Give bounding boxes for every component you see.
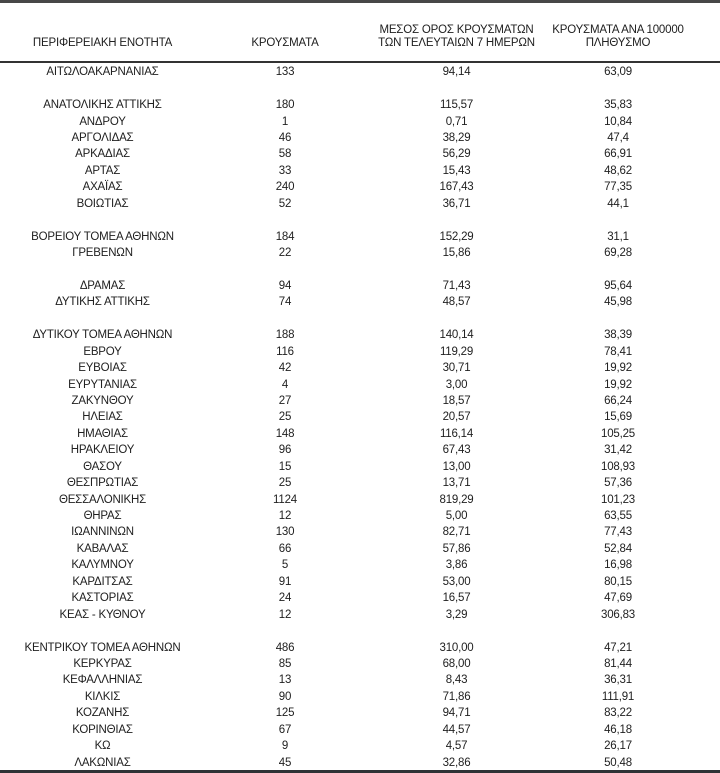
cases-cell: 148 <box>275 427 295 440</box>
cases-per-100k-cell: 45,98 <box>604 296 632 309</box>
avg-7-days-cell: 44,57 <box>442 723 471 736</box>
region-cell: ΕΥΡΥΤΑΝΙΑΣ <box>68 378 137 391</box>
region-cell: ΚΕΡΚΥΡΑΣ <box>73 657 132 670</box>
table-row <box>0 557 720 573</box>
cases-per-100k-cell: 101,23 <box>601 493 635 506</box>
cases-cell: 22 <box>278 247 292 260</box>
region-cell: ΙΩΑΝΝΙΝΩΝ <box>71 526 134 539</box>
table-row <box>0 689 720 705</box>
table-row <box>0 179 720 195</box>
region-cell: ΚΕΑΣ - ΚΥΘΝΟΥ <box>59 608 146 621</box>
table-row <box>0 606 720 622</box>
avg-7-days-cell: 8,43 <box>445 674 468 687</box>
avg-7-days-cell: 53,00 <box>442 575 471 588</box>
region-cell: ΘΑΣΟΥ <box>83 460 122 473</box>
header-avg-7-days-line1: ΜΕΣΟΣ ΟΡΟΣ ΚΡΟΥΣΜΑΤΩΝ <box>379 24 534 36</box>
cases-cell: 42 <box>278 362 292 375</box>
cases-per-100k-cell: 66,24 <box>604 394 632 407</box>
cases-cell: 130 <box>275 526 295 539</box>
cases-per-100k-cell: 16,98 <box>604 559 632 572</box>
cases-per-100k-cell: 81,44 <box>604 657 632 670</box>
table-row <box>0 475 720 491</box>
cases-per-100k-cell: 26,17 <box>604 740 632 753</box>
avg-7-days-cell: 20,57 <box>442 411 471 424</box>
region-cell: ΓΡΕΒΕΝΩΝ <box>72 247 133 260</box>
cases-per-100k-cell: 19,92 <box>604 362 632 375</box>
cases-cell: 25 <box>278 477 292 490</box>
avg-7-days-cell: 140,14 <box>439 329 474 342</box>
table-row <box>0 426 720 442</box>
cases-cell: 13 <box>278 674 292 687</box>
cases-cell: 12 <box>278 510 292 523</box>
avg-7-days-cell: 15,86 <box>442 247 471 260</box>
region-cell: ΚΑΛΥΜΝΟΥ <box>71 559 134 572</box>
avg-7-days-cell: 30,71 <box>442 362 471 375</box>
cases-per-100k-cell: 83,22 <box>604 707 632 720</box>
cases-cell: 66 <box>278 542 292 555</box>
table-row <box>0 508 720 524</box>
region-cell: ΘΕΣΠΡΩΤΙΑΣ <box>66 477 139 490</box>
table-row <box>0 672 720 688</box>
table-row <box>0 442 720 458</box>
region-cell: ΚΑΒΑΛΑΣ <box>76 542 129 555</box>
cases-per-100k-cell: 52,84 <box>604 542 632 555</box>
avg-7-days-cell: 3,86 <box>445 559 468 572</box>
cases-cell: 15 <box>278 460 292 473</box>
cases-per-100k-cell: 15,69 <box>604 411 632 424</box>
table-row <box>0 491 720 507</box>
table-row <box>0 228 720 244</box>
table-header-rule <box>0 61 720 63</box>
table-row <box>0 64 720 80</box>
avg-7-days-cell: 56,29 <box>442 148 471 161</box>
header-cases-per-100k-line2: ΠΛΗΘΥΣΜΟ <box>585 36 651 49</box>
table-row <box>0 130 720 146</box>
region-cell: ΚΑΣΤΟΡΙΑΣ <box>71 592 134 605</box>
region-cell: ΔΥΤΙΚΟΥ ΤΟΜΕΑ ΑΘΗΝΩΝ <box>32 329 173 342</box>
header-cases-per-100k-line1: ΚΡΟΥΣΜΑΤΑ ΑΝΑ 100000 <box>552 24 684 36</box>
avg-7-days-cell: 36,71 <box>442 197 471 210</box>
table-top-rule <box>0 0 720 3</box>
region-cell: ΗΛΕΙΑΣ <box>82 411 123 424</box>
header-cases <box>205 37 365 53</box>
region-cell: ΕΒΡΟΥ <box>83 345 122 358</box>
cases-cell: 240 <box>275 181 295 194</box>
cases-per-100k-cell: 46,18 <box>604 723 632 736</box>
table-row <box>0 393 720 409</box>
table-row <box>0 409 720 425</box>
cases-cell: 46 <box>278 131 292 144</box>
header-avg-7-days <box>365 24 548 52</box>
cases-cell: 96 <box>278 444 292 457</box>
avg-7-days-cell: 38,29 <box>442 131 471 144</box>
table-row-spacer <box>0 261 720 277</box>
header-avg-7-days-line2: ΤΩΝ ΤΕΛΕΥΤΑΙΩΝ 7 ΗΜΕΡΩΝ <box>378 36 535 49</box>
avg-7-days-cell: 5,00 <box>445 510 468 523</box>
table-row <box>0 524 720 540</box>
table-row-spacer <box>0 80 720 96</box>
region-cell: ΚΙΛΚΙΣ <box>84 690 121 703</box>
table-row <box>0 639 720 655</box>
avg-7-days-cell: 68,00 <box>442 657 471 670</box>
avg-7-days-cell: 13,00 <box>442 460 471 473</box>
region-cell: ΚΑΡΔΙΤΣΑΣ <box>72 575 133 588</box>
cases-cell: 58 <box>278 148 292 161</box>
region-cell: ΚΩ <box>94 740 111 753</box>
avg-7-days-cell: 115,57 <box>439 99 474 112</box>
region-cell: ΘΗΡΑΣ <box>83 510 122 523</box>
region-cell: ΚΟΡΙΝΘΙΑΣ <box>72 723 133 736</box>
table-row <box>0 738 720 754</box>
cases-per-100k-cell: 36,31 <box>604 674 632 687</box>
cases-cell: 1124 <box>273 493 297 506</box>
cases-cell: 85 <box>278 657 292 670</box>
avg-7-days-cell: 15,43 <box>442 164 471 177</box>
cases-cell: 52 <box>278 197 292 210</box>
avg-7-days-cell: 13,71 <box>442 477 471 490</box>
table-row <box>0 656 720 672</box>
table-header-row <box>0 24 720 52</box>
table-row <box>0 146 720 162</box>
cases-per-100k-cell: 44,1 <box>607 197 629 210</box>
table-row <box>0 327 720 343</box>
region-cell: ΖΑΚΥΝΘΟΥ <box>71 394 134 407</box>
table-row <box>0 590 720 606</box>
cases-per-100k-cell: 78,41 <box>604 345 632 358</box>
avg-7-days-cell: 67,43 <box>442 444 471 457</box>
table-row <box>0 754 720 770</box>
cases-cell: 94 <box>278 279 292 292</box>
header-regional-unit-line1: ΠΕΡΙΦΕΡΕΙΑΚΗ ΕΝΟΤΗΤΑ <box>32 36 173 49</box>
cases-cell: 5 <box>281 559 289 572</box>
table-row-spacer <box>0 212 720 228</box>
header-cases-line1: ΚΡΟΥΣΜΑΤΑ <box>251 36 319 49</box>
cases-per-100k-cell: 66,91 <box>604 148 632 161</box>
table-row <box>0 113 720 129</box>
cases-cell: 67 <box>278 723 292 736</box>
avg-7-days-cell: 94,14 <box>442 66 471 79</box>
avg-7-days-cell: 152,29 <box>439 230 474 243</box>
avg-7-days-cell: 116,14 <box>439 427 474 440</box>
cases-cell: 116 <box>276 345 294 358</box>
cases-per-100k-cell: 111,91 <box>601 690 635 703</box>
region-cell: ΑΧΑΪΑΣ <box>82 181 123 194</box>
table-row <box>0 574 720 590</box>
table-row <box>0 541 720 557</box>
table-row-spacer <box>0 623 720 639</box>
cases-cell: 125 <box>275 707 295 720</box>
cases-cell: 25 <box>278 411 292 424</box>
cases-per-100k-cell: 77,35 <box>604 181 632 194</box>
cases-per-100k-cell: 63,55 <box>604 510 632 523</box>
region-cell: ΑΡΤΑΣ <box>84 164 121 177</box>
cases-per-100k-cell: 80,15 <box>604 575 632 588</box>
table-row <box>0 163 720 179</box>
cases-per-100k-cell: 48,62 <box>604 164 632 177</box>
avg-7-days-cell: 3,29 <box>445 608 468 621</box>
table-row <box>0 294 720 310</box>
cases-per-100k-cell: 19,92 <box>604 378 632 391</box>
cases-per-100k-cell: 63,09 <box>604 66 632 79</box>
avg-7-days-cell: 94,71 <box>442 707 471 720</box>
cases-per-100k-cell: 57,36 <box>604 477 632 490</box>
avg-7-days-cell: 71,43 <box>442 279 471 292</box>
cases-per-100k-cell: 47,4 <box>607 131 629 144</box>
table-row <box>0 705 720 721</box>
cases-per-100k-cell: 31,42 <box>604 444 632 457</box>
cases-cell: 486 <box>275 641 295 654</box>
cases-cell: 180 <box>275 99 295 112</box>
table-row <box>0 343 720 359</box>
cases-per-100k-cell: 105,25 <box>601 427 635 440</box>
region-cell: ΔΡΑΜΑΣ <box>79 279 126 292</box>
region-cell: ΑΝΑΤΟΛΙΚΗΣ ΑΤΤΙΚΗΣ <box>43 99 162 112</box>
header-regional-unit <box>0 37 205 53</box>
avg-7-days-cell: 310,00 <box>439 641 474 654</box>
table-row <box>0 722 720 738</box>
cases-per-100k-cell: 108,93 <box>601 460 635 473</box>
cases-cell: 33 <box>278 164 292 177</box>
avg-7-days-cell: 57,86 <box>442 542 471 555</box>
region-cell: ΘΕΣΣΑΛΟΝΙΚΗΣ <box>58 493 147 506</box>
region-cell: ΚΟΖΑΝΗΣ <box>75 707 130 720</box>
region-cell: ΚΕΦΑΛΛΗΝΙΑΣ <box>62 674 143 687</box>
cases-cell: 74 <box>278 296 292 309</box>
avg-7-days-cell: 819,29 <box>439 493 474 506</box>
region-cell: ΑΝΔΡΟΥ <box>79 115 126 128</box>
avg-7-days-cell: 16,57 <box>442 592 471 605</box>
cases-cell: 184 <box>275 230 295 243</box>
avg-7-days-cell: 119,29 <box>439 345 474 358</box>
avg-7-days-cell: 71,86 <box>442 690 471 703</box>
cases-per-100k-cell: 77,43 <box>604 526 632 539</box>
table-row <box>0 196 720 212</box>
table-row <box>0 245 720 261</box>
cases-per-100k-cell: 95,64 <box>604 279 632 292</box>
avg-7-days-cell: 18,57 <box>442 394 471 407</box>
region-cell: ΑΡΚΑΔΙΑΣ <box>75 148 130 161</box>
cases-per-100k-cell: 38,39 <box>604 329 632 342</box>
avg-7-days-cell: 0,71 <box>445 115 468 128</box>
avg-7-days-cell: 82,71 <box>442 526 471 539</box>
region-cell: ΒΟΡΕΙΟΥ ΤΟΜΕΑ ΑΘΗΝΩΝ <box>31 230 174 243</box>
region-cell: ΑΙΤΩΛΟΑΚΑΡΝΑΝΙΑΣ <box>46 66 159 79</box>
region-cell: ΚΕΝΤΡΙΚΟΥ ΤΟΜΕΑ ΑΘΗΝΩΝ <box>24 641 181 654</box>
cases-cell: 45 <box>278 756 292 769</box>
cases-cell: 4 <box>281 378 289 391</box>
avg-7-days-cell: 48,57 <box>442 296 471 309</box>
cases-cell: 1 <box>281 115 289 128</box>
cases-cell: 133 <box>275 66 295 79</box>
cases-cell: 9 <box>281 740 289 753</box>
cases-cell: 91 <box>278 575 292 588</box>
region-cell: ΔΥΤΙΚΗΣ ΑΤΤΙΚΗΣ <box>55 296 150 309</box>
cases-cell: 24 <box>278 592 292 605</box>
avg-7-days-cell: 3,00 <box>445 378 468 391</box>
table-row <box>0 376 720 392</box>
table-body <box>0 64 720 771</box>
cases-per-100k-cell: 31,1 <box>607 230 629 243</box>
region-cell: ΗΡΑΚΛΕΙΟΥ <box>70 444 135 457</box>
cases-per-100k-cell: 50,48 <box>604 756 632 769</box>
cases-cell: 12 <box>278 608 292 621</box>
table-row <box>0 278 720 294</box>
table-row <box>0 97 720 113</box>
header-cases-per-100k <box>548 24 720 52</box>
avg-7-days-cell: 4,57 <box>445 740 468 753</box>
region-cell: ΗΜΑΘΙΑΣ <box>77 427 128 440</box>
cases-per-100k-cell: 306,83 <box>601 608 635 621</box>
cases-cell: 188 <box>275 329 295 342</box>
table-row <box>0 459 720 475</box>
region-cell: ΛΑΚΩΝΙΑΣ <box>74 756 131 769</box>
cases-per-100k-cell: 47,21 <box>604 641 632 654</box>
cases-cell: 90 <box>278 690 292 703</box>
region-cell: ΕΥΒΟΙΑΣ <box>78 362 127 375</box>
cases-per-100k-cell: 47,69 <box>604 592 632 605</box>
cases-per-100k-cell: 69,28 <box>604 247 632 260</box>
avg-7-days-cell: 32,86 <box>442 756 471 769</box>
table-row-spacer <box>0 311 720 327</box>
region-cell: ΑΡΓΟΛΙΔΑΣ <box>71 131 134 144</box>
cases-per-100k-cell: 10,84 <box>604 115 632 128</box>
cases-per-100k-cell: 35,83 <box>604 99 632 112</box>
avg-7-days-cell: 167,43 <box>439 181 474 194</box>
cases-cell: 27 <box>278 394 292 407</box>
table-row <box>0 360 720 376</box>
region-cell: ΒΟΙΩΤΙΑΣ <box>76 197 129 210</box>
